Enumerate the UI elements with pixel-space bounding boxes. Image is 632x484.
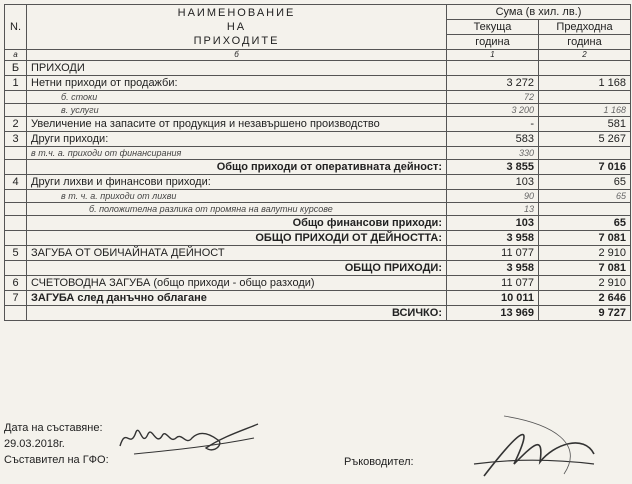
row-number: 4 (5, 175, 27, 190)
table-row (5, 276, 631, 291)
row-label: ЗАГУБА ОТ ОБИЧАЙНАТА ДЕЙНОСТ (27, 246, 447, 261)
row-current-value: 13 969 (447, 306, 539, 321)
header-current-2: година (447, 35, 539, 50)
date-label: Дата на съставяне: (4, 422, 103, 434)
row-previous-value: 2 910 (539, 246, 631, 261)
row-previous-value: 2 910 (539, 276, 631, 291)
row-previous-value: 65 (539, 216, 631, 231)
row-current-value (447, 61, 539, 76)
row-current-value: 11 077 (447, 276, 539, 291)
row-previous-value (539, 147, 631, 160)
header-name-line-3: ПРИХОДИТЕ (193, 35, 280, 47)
row-label: в т. ч. а. приходи от лихви (27, 190, 447, 203)
table-row (5, 291, 631, 306)
row-current-value: 3 958 (447, 261, 539, 276)
row-current-value: 103 (447, 175, 539, 190)
manager-label: Ръководител: (344, 456, 414, 468)
table-row (5, 147, 631, 160)
index-2: 2 (539, 50, 631, 61)
row-current-value: 3 272 (447, 76, 539, 91)
row-label: Други приходи: (27, 132, 447, 147)
row-label: ОБЩО ПРИХОДИ ОТ ДЕЙНОСТТА: (27, 231, 447, 246)
manager-signature (444, 414, 604, 484)
index-row (5, 50, 631, 61)
row-number: 1 (5, 76, 27, 91)
table-row (5, 261, 631, 276)
revenue-table (4, 4, 631, 321)
row-number (5, 231, 27, 246)
row-current-value: 3 958 (447, 231, 539, 246)
index-b: б (27, 50, 447, 61)
row-previous-value (539, 61, 631, 76)
row-label: Общо приходи от оперативната дейност: (27, 160, 447, 175)
row-current-value: 11 077 (447, 246, 539, 261)
row-number (5, 203, 27, 216)
row-number (5, 306, 27, 321)
row-number (5, 216, 27, 231)
table-row (5, 160, 631, 175)
row-number: 7 (5, 291, 27, 306)
row-label: б. положителна разлика от промяна на валутни курсове (27, 203, 447, 216)
row-previous-value: 1 168 (539, 76, 631, 91)
row-previous-value (539, 203, 631, 216)
row-label: ОБЩО ПРИХОДИ: (27, 261, 447, 276)
header-previous-1: Предходна (539, 20, 631, 35)
table-row (5, 117, 631, 132)
table-row (5, 246, 631, 261)
row-number: 6 (5, 276, 27, 291)
table-row (5, 203, 631, 216)
header-name-line-1: НАИМЕНОВАНИЕ (177, 7, 296, 19)
row-previous-value: 65 (539, 190, 631, 203)
footer (4, 414, 630, 482)
row-current-value: 13 (447, 203, 539, 216)
table-row (5, 175, 631, 190)
row-previous-value: 7 016 (539, 160, 631, 175)
row-previous-value: 7 081 (539, 261, 631, 276)
row-label: Увеличение на запасите от продукция и незавършено производство (27, 117, 447, 132)
row-number (5, 104, 27, 117)
row-current-value: 103 (447, 216, 539, 231)
row-current-value: 72 (447, 91, 539, 104)
row-previous-value (539, 91, 631, 104)
row-current-value: 330 (447, 147, 539, 160)
row-previous-value: 7 081 (539, 231, 631, 246)
income-statement (4, 4, 630, 468)
row-previous-value: 2 646 (539, 291, 631, 306)
row-previous-value: 65 (539, 175, 631, 190)
row-label: в. услуги (27, 104, 447, 117)
row-label: ПРИХОДИ (27, 61, 447, 76)
index-a: a (5, 50, 27, 61)
header-row-1 (5, 5, 631, 20)
row-previous-value: 1 168 (539, 104, 631, 117)
row-label: Нетни приходи от продажби: (27, 76, 447, 91)
table-row (5, 61, 631, 76)
table-row (5, 231, 631, 246)
row-current-value: 583 (447, 132, 539, 147)
row-number: 3 (5, 132, 27, 147)
header-current-1: Текуща (447, 20, 539, 35)
row-number (5, 147, 27, 160)
row-previous-value: 581 (539, 117, 631, 132)
header-sum: Сума (в хил. лв.) (447, 5, 631, 20)
row-number: Б (5, 61, 27, 76)
table-row (5, 306, 631, 321)
row-number (5, 261, 27, 276)
row-label: б. стоки (27, 91, 447, 104)
row-label: ВСИЧКО: (27, 306, 447, 321)
row-label: Общо финансови приходи: (27, 216, 447, 231)
header-name-line-2: НА (226, 21, 247, 33)
compiler-signature (114, 416, 264, 460)
table-row (5, 104, 631, 117)
row-label: ЗАГУБА след данъчно облагане (27, 291, 447, 306)
table-row (5, 216, 631, 231)
row-current-value: 90 (447, 190, 539, 203)
row-label: в т.ч. а. приходи от финансирания (27, 147, 447, 160)
row-number (5, 190, 27, 203)
header-n: N. (5, 5, 27, 50)
row-label: СЧЕТОВОДНА ЗАГУБА (общо приходи - общо разходи) (27, 276, 447, 291)
row-previous-value: 5 267 (539, 132, 631, 147)
table-row (5, 132, 631, 147)
table-row (5, 76, 631, 91)
row-current-value: - (447, 117, 539, 132)
row-previous-value: 9 727 (539, 306, 631, 321)
row-number (5, 91, 27, 104)
row-number: 2 (5, 117, 27, 132)
row-current-value: 3 200 (447, 104, 539, 117)
header-name (27, 5, 447, 50)
compiler-label: Съставител на ГФО: (4, 454, 109, 466)
header-previous-2: година (539, 35, 631, 50)
row-current-value: 3 855 (447, 160, 539, 175)
row-number (5, 160, 27, 175)
table-row (5, 91, 631, 104)
index-1: 1 (447, 50, 539, 61)
row-current-value: 10 011 (447, 291, 539, 306)
row-number: 5 (5, 246, 27, 261)
row-label: Други лихви и финансови приходи: (27, 175, 447, 190)
table-row (5, 190, 631, 203)
date-value: 29.03.2018г. (4, 438, 65, 450)
